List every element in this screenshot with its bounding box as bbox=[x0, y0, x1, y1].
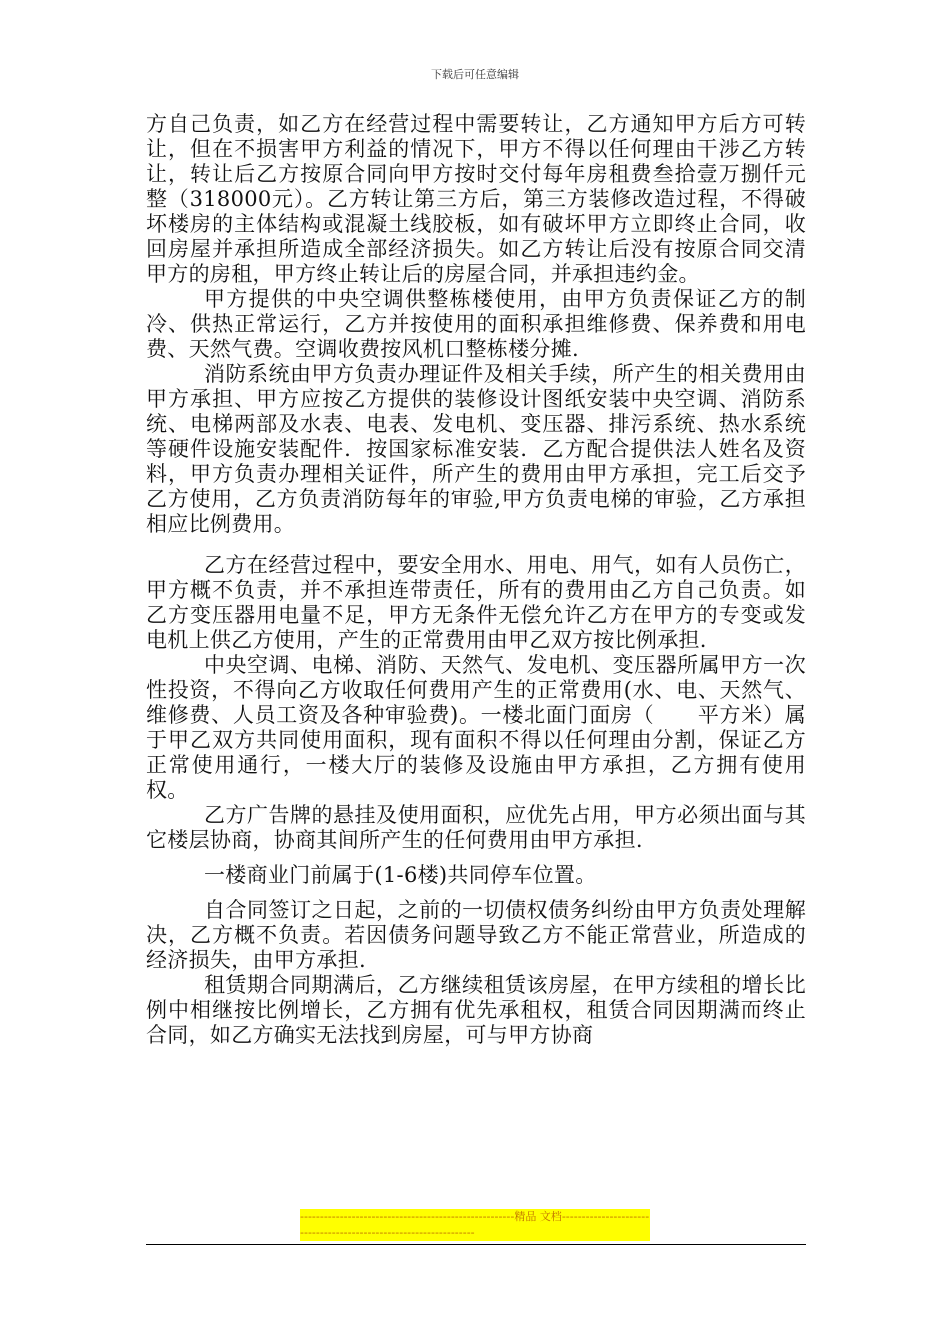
footer-divider bbox=[146, 1244, 806, 1245]
paragraph-safety: 乙方在经营过程中，要安全用水、用电、用气，如有人员伤亡，甲方概不负责，并不承担连带责任，所有的费用由乙方自己负责。如乙方变压器用电量不足，甲方无条件无偿允许乙方在甲方的专变或发电机上供乙方使用，产生的正常费用由甲乙双方按比例承担. bbox=[146, 553, 806, 652]
paragraph-central-ac: 甲方提供的中央空调供整栋楼使用，由甲方负责保证乙方的制冷、供热正常运行，乙方并按使用的面积承担维修费、保养费和用电费、天然气费。空调收费按风机口整栋楼分摊. bbox=[146, 287, 806, 361]
paragraph-debts: 自合同签订之日起，之前的一切债权债务纠纷由甲方负责处理解决，乙方概不负责。若因债务问题导致乙方不能正常营业，所造成的经济损失，由甲方承担. bbox=[146, 898, 806, 972]
page-header: 下载后可任意编辑 bbox=[431, 68, 519, 81]
paragraph-fire-system: 消防系统由甲方负责办理证件及相关手续，所产生的相关费用由甲方承担、甲方应按乙方提供的装修设计图纸安装中央空调、消防系统、电梯两部及水表、电表、发电机、变压器、排污系统、热水系统等硬件设施安装配件．按国家标准安装．乙方配合提供法人姓名及资料，甲方负责办理相关证件，所产生的费用由甲方承担，完工后交予乙方使用，乙方负责消防每年的审验,甲方负责电梯的审验，乙方承担相应比例费用。 bbox=[146, 362, 806, 536]
paragraph-transfer: 方自己负责，如乙方在经营过程中需要转让，乙方通知甲方后方可转让，但在不损害甲方利益的情况下，甲方不得以任何理由干涉乙方转让，转让后乙方按原合同向甲方按时交付每年房租费叁拾壹万捌仟元整（318000元）。乙方转让第三方后，第三方装修改造过程，不得破坏楼房的主体结构或混凝土线胶板，如有破坏甲方立即终止合同，收回房屋并承担所造成全部经济损失。如乙方转让后没有按原合同交清甲方的房租，甲方终止转让后的房屋合同，并承担违约金。 bbox=[146, 112, 806, 286]
paragraph-parking: 一楼商业门前属于(1-6楼)共同停车位置。 bbox=[204, 863, 597, 887]
paragraph-renewal: 租赁期合同期满后，乙方继续租赁该房屋，在甲方续租的增长比例中相继按比例增长，乙方拥有优先承租权，租赁合同因期满而终止合同，如乙方确实无法找到房屋，可与甲方协商 bbox=[146, 973, 806, 1047]
footer-watermark: ------------------------------------------------------精品 文档------------------------------------------------------------------ bbox=[300, 1210, 650, 1239]
document-body bbox=[146, 112, 806, 1048]
paragraph-billboard: 乙方广告牌的悬挂及使用面积，应优先占用，甲方必须出面与其它楼层协商，协商其间所产生的任何费用由甲方承担. bbox=[146, 803, 806, 852]
paragraph-investment: 中央空调、电梯、消防、天然气、发电机、变压器所属甲方一次性投资，不得向乙方收取任何费用产生的正常费用(水、电、天然气、维修费、人员工资及各种审验费)。一楼北面门面房（ 平方米）属于甲乙双方共同使用面积，现有面积不得以任何理由分割，保证乙方正常使用通行，一楼大厅的装修及设施由甲方承担，乙方拥有使用权。 bbox=[146, 653, 806, 802]
